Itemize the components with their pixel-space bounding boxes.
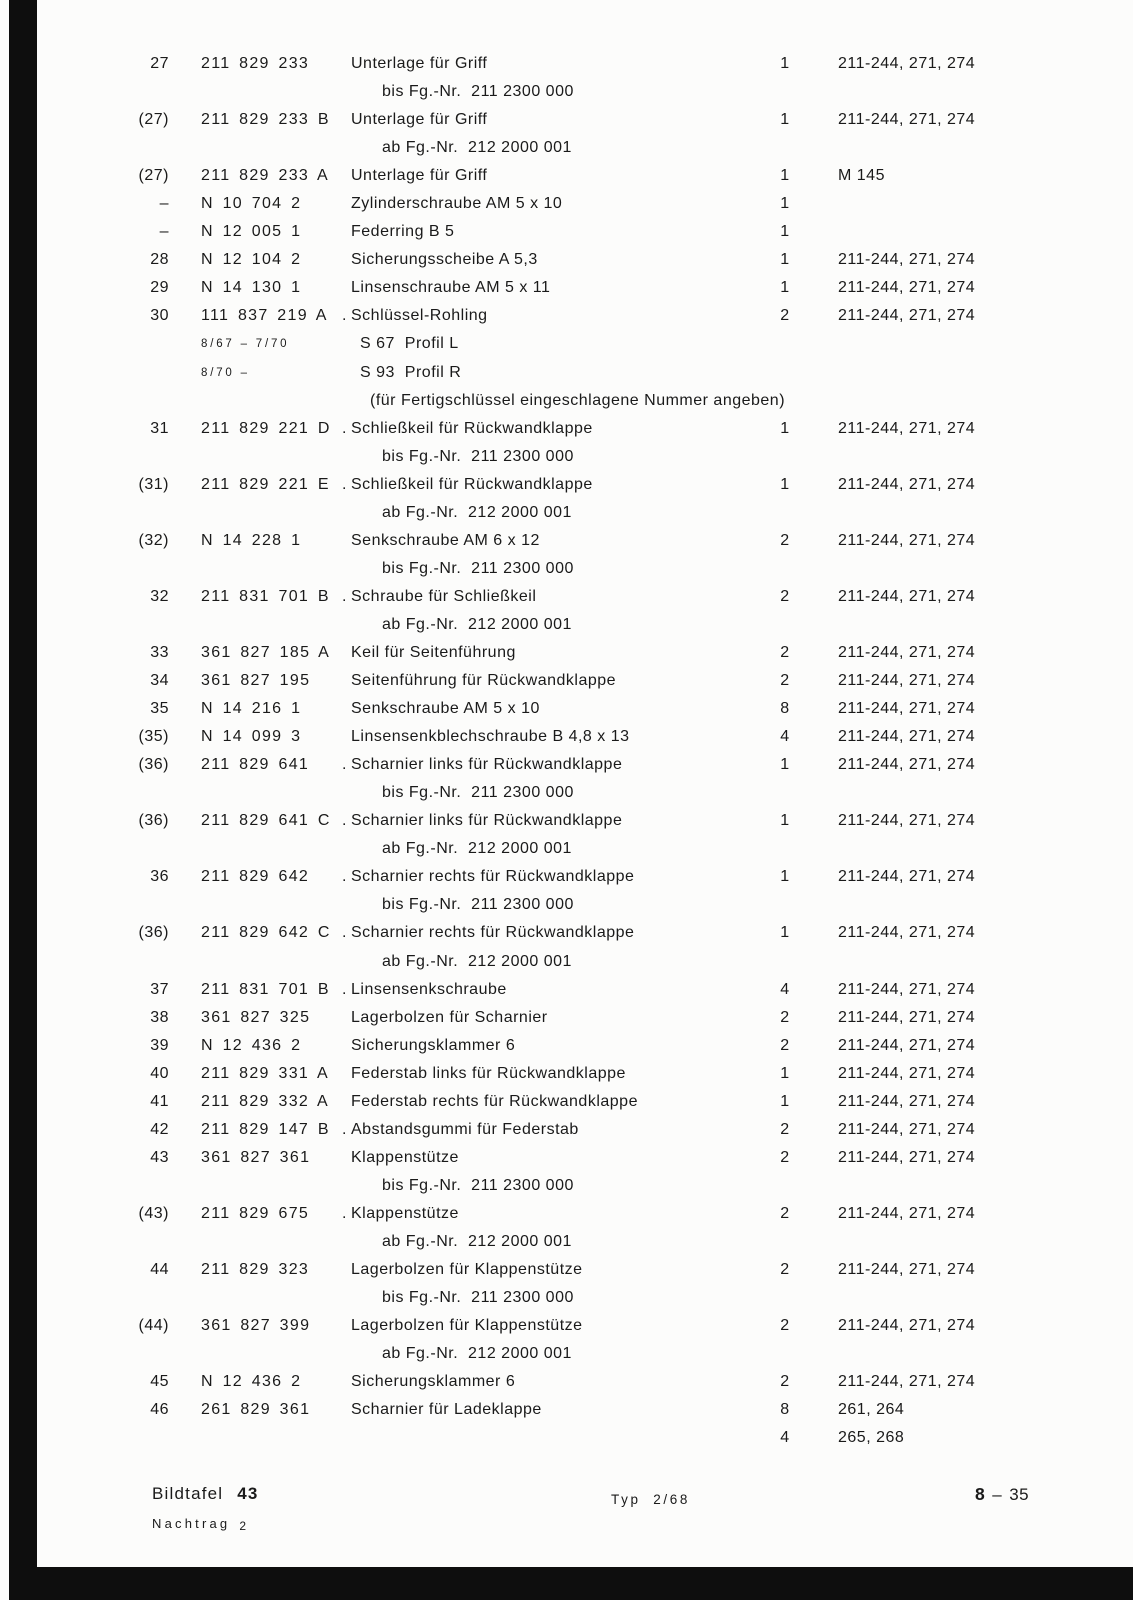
position-cell: 36 — [150, 868, 169, 886]
part-number-cell: N 14 099 3 — [201, 728, 302, 746]
part-number-cell: N 14 130 1 — [201, 279, 302, 297]
position-cell: 29 — [150, 279, 169, 297]
page-number: 35 — [1009, 1485, 1030, 1504]
quantity-cell: 1 — [780, 251, 790, 269]
bildtafel-caption — [152, 1484, 259, 1504]
table-row — [0, 1060, 1133, 1088]
quantity-cell: 1 — [780, 55, 790, 72]
quantity-cell: 2 — [780, 1036, 790, 1054]
quantity-cell: 2 — [780, 587, 790, 605]
quantity-cell: 2 — [780, 307, 790, 325]
scan-edge-bottom — [9, 1567, 1133, 1600]
models-cell: 211-244, 271, 274 — [838, 279, 976, 297]
position-cell: (36) — [138, 756, 169, 774]
bildtafel-number: 43 — [237, 1484, 259, 1503]
table-row — [0, 134, 1133, 162]
table-row — [0, 330, 1133, 358]
table-row — [0, 1312, 1133, 1340]
description-cell: Senkschraube AM 5 x 10 — [351, 700, 540, 718]
table-row — [0, 1396, 1133, 1424]
position-cell: (44) — [138, 1317, 169, 1335]
table-row — [0, 471, 1133, 499]
part-number-cell: 261 829 361 — [201, 1401, 311, 1419]
position-cell: (27) — [138, 111, 169, 129]
part-number-cell: 361 827 399 — [201, 1317, 311, 1335]
part-number-cell: 211 831 701 B — [201, 587, 330, 605]
models-cell: 211-244, 271, 274 — [838, 1261, 976, 1279]
table-row — [0, 443, 1133, 471]
part-number-cell: 361 827 361 — [201, 1148, 311, 1166]
description-cell: bis Fg.-Nr. 211 2300 000 — [382, 896, 574, 914]
description-cell: ab Fg.-Nr. 212 2000 001 — [382, 503, 572, 521]
description-cell: Unterlage für Griff — [351, 111, 488, 129]
models-cell: 211-244, 271, 274 — [838, 1373, 976, 1391]
table-row — [0, 246, 1133, 274]
models-cell: 211-244, 271, 274 — [838, 251, 976, 269]
bildtafel-label: Bildtafel — [152, 1484, 224, 1503]
table-row — [0, 1256, 1133, 1284]
models-cell: 211-244, 271, 274 — [838, 419, 976, 437]
description-cell: S 67 Profil L — [360, 335, 459, 353]
position-cell: 32 — [150, 587, 169, 605]
part-number-cell: 211 829 233 — [201, 55, 310, 72]
table-row — [0, 190, 1133, 218]
part-number-cell: 211 829 332 A — [201, 1092, 329, 1110]
table-row — [0, 1144, 1133, 1172]
models-cell: 211-244, 271, 274 — [838, 111, 976, 129]
part-number-cell: 111 837 219 A — [201, 307, 328, 325]
quantity-cell: 1 — [780, 812, 790, 830]
description-cell: bis Fg.-Nr. 211 2300 000 — [382, 83, 574, 101]
position-cell: 28 — [150, 251, 169, 269]
table-row — [0, 1340, 1133, 1368]
position-cell: (32) — [138, 531, 169, 549]
description-cell: bis Fg.-Nr. 211 2300 000 — [382, 1176, 574, 1194]
part-number-cell: N 14 216 1 — [201, 700, 302, 718]
quantity-cell: 1 — [780, 756, 790, 774]
table-row — [0, 302, 1133, 330]
position-cell: – — [159, 223, 169, 241]
description-cell: Federring B 5 — [351, 223, 455, 241]
description-cell: . Scharnier rechts für Rückwandklappe — [342, 919, 634, 947]
quantity-cell: 2 — [780, 1317, 790, 1335]
description-cell: ab Fg.-Nr. 212 2000 001 — [382, 139, 572, 157]
description-cell: . Scharnier links für Rückwandklappe — [342, 751, 622, 779]
quantity-cell: 2 — [780, 1261, 790, 1279]
quantity-cell: 1 — [780, 167, 790, 185]
description-cell: bis Fg.-Nr. 211 2300 000 — [382, 447, 574, 465]
table-row — [0, 78, 1133, 106]
part-number-cell: 211 829 641 C — [201, 812, 331, 830]
table-row — [0, 555, 1133, 583]
models-cell: 211-244, 271, 274 — [838, 1036, 976, 1054]
models-cell: 211-244, 271, 274 — [838, 672, 976, 690]
part-number-cell: N 12 104 2 — [201, 251, 302, 269]
models-cell: 265, 268 — [838, 1429, 905, 1447]
description-cell: . Klappenstütze — [342, 1200, 459, 1228]
description-cell: . Scharnier links für Rückwandklappe — [342, 807, 622, 835]
position-cell: (36) — [138, 924, 169, 942]
quantity-cell: 2 — [780, 1008, 790, 1026]
position-cell: – — [159, 195, 169, 213]
part-number-cell: 361 827 195 — [201, 672, 311, 690]
table-row — [0, 50, 1133, 78]
description-cell: . Schraube für Schließkeil — [342, 583, 536, 611]
position-cell: (43) — [138, 1204, 169, 1222]
part-number-cell: N 10 704 2 — [201, 195, 302, 213]
part-number-cell: 361 827 185 A — [201, 643, 331, 661]
models-cell: 211-244, 271, 274 — [838, 1092, 976, 1110]
description-cell: . Schließkeil für Rückwandklappe — [342, 471, 593, 499]
table-row — [0, 1032, 1133, 1060]
page-section-number: 8 — [975, 1484, 986, 1504]
models-cell: 211-244, 271, 274 — [838, 728, 976, 746]
quantity-cell: 1 — [780, 279, 790, 297]
table-row — [0, 359, 1133, 387]
sub-item-dot: . — [342, 924, 347, 942]
models-cell: 211-244, 271, 274 — [838, 756, 976, 774]
sub-item-dot: . — [342, 1120, 347, 1138]
position-cell: 40 — [150, 1064, 169, 1082]
quantity-cell: 1 — [780, 1064, 790, 1082]
models-cell: 211-244, 271, 274 — [838, 924, 976, 942]
table-row — [0, 611, 1133, 639]
table-row — [0, 919, 1133, 947]
table-row — [0, 807, 1133, 835]
table-row — [0, 527, 1133, 555]
quantity-cell: 4 — [780, 980, 790, 998]
models-cell: 211-244, 271, 274 — [838, 55, 976, 72]
typ-caption: Typ 2/68 — [611, 1492, 690, 1507]
description-cell: bis Fg.-Nr. 211 2300 000 — [382, 784, 574, 802]
description-cell: Keil für Seitenführung — [351, 643, 516, 661]
table-row — [0, 751, 1133, 779]
description-cell: Scharnier für Ladeklappe — [351, 1401, 542, 1419]
part-number-cell: N 12 005 1 — [201, 223, 302, 241]
models-cell: 211-244, 271, 274 — [838, 587, 976, 605]
description-cell: ab Fg.-Nr. 212 2000 001 — [382, 615, 572, 633]
table-row — [0, 499, 1133, 527]
models-cell: 211-244, 271, 274 — [838, 307, 976, 325]
description-cell: Zylinderschraube AM 5 x 10 — [351, 195, 563, 213]
description-cell: Sicherungsklammer 6 — [351, 1036, 516, 1054]
quantity-cell: 1 — [780, 868, 790, 886]
table-row — [0, 1172, 1133, 1200]
table-row — [0, 1004, 1133, 1032]
position-cell: (27) — [138, 167, 169, 185]
description-cell: Lagerbolzen für Klappenstütze — [351, 1317, 583, 1335]
position-cell: 35 — [150, 700, 169, 718]
quantity-cell: 2 — [780, 1148, 790, 1166]
quantity-cell: 2 — [780, 531, 790, 549]
table-row — [0, 948, 1133, 976]
page-reference — [975, 1484, 1029, 1505]
table-row — [0, 415, 1133, 443]
description-cell: Linsensenkblechschraube B 4,8 x 13 — [351, 728, 630, 746]
page-dash: – — [992, 1485, 1003, 1504]
part-number-cell: 8/70 – — [201, 366, 250, 379]
description-cell: Sicherungsscheibe A 5,3 — [351, 251, 538, 269]
position-cell: 31 — [150, 419, 169, 437]
part-number-cell: 211 829 233 A — [201, 167, 329, 185]
description-cell: Seitenführung für Rückwandklappe — [351, 672, 617, 690]
description-cell: S 93 Profil R — [360, 363, 462, 381]
table-row — [0, 723, 1133, 751]
part-number-cell: N 14 228 1 — [201, 531, 302, 549]
table-row — [0, 1116, 1133, 1144]
sub-item-dot: . — [342, 475, 347, 493]
quantity-cell: 1 — [780, 924, 790, 942]
nachtrag-label: Nachtrag — [152, 1516, 231, 1531]
description-cell: Unterlage für Griff — [351, 55, 488, 72]
models-cell: 211-244, 271, 274 — [838, 812, 976, 830]
quantity-cell: 4 — [780, 728, 790, 746]
quantity-cell: 4 — [780, 1429, 790, 1447]
sub-item-dot: . — [342, 587, 347, 605]
description-cell: ab Fg.-Nr. 212 2000 001 — [382, 1232, 572, 1250]
quantity-cell: 2 — [780, 1204, 790, 1222]
description-cell: . Linsensenkschraube — [342, 976, 507, 1004]
table-row — [0, 583, 1133, 611]
quantity-cell: 1 — [780, 475, 790, 493]
description-cell: Sicherungsklammer 6 — [351, 1373, 516, 1391]
models-cell: 211-244, 271, 274 — [838, 868, 976, 886]
part-number-cell: 211 829 642 — [201, 868, 310, 886]
part-number-cell: 361 827 325 — [201, 1008, 311, 1026]
part-number-cell: 211 831 701 B — [201, 980, 330, 998]
position-cell: (31) — [138, 475, 169, 493]
models-cell: 211-244, 271, 274 — [838, 1148, 976, 1166]
models-cell: 211-244, 271, 274 — [838, 1317, 976, 1335]
position-cell: (36) — [138, 812, 169, 830]
position-cell: 38 — [150, 1008, 169, 1026]
sub-item-dot: . — [342, 868, 347, 886]
table-row — [0, 863, 1133, 891]
part-number-cell: N 12 436 2 — [201, 1036, 302, 1054]
table-row — [0, 1284, 1133, 1312]
description-cell: . Schließkeil für Rückwandklappe — [342, 415, 593, 443]
models-cell: 211-244, 271, 274 — [838, 700, 976, 718]
table-row — [0, 976, 1133, 1004]
quantity-cell: 8 — [780, 1401, 790, 1419]
description-cell: Federstab rechts für Rückwandklappe — [351, 1092, 638, 1110]
table-row — [0, 1424, 1133, 1452]
models-cell: 211-244, 271, 274 — [838, 643, 976, 661]
table-row — [0, 835, 1133, 863]
nachtrag-caption — [152, 1516, 247, 1531]
description-cell: . Scharnier rechts für Rückwandklappe — [342, 863, 634, 891]
description-cell: Unterlage für Griff — [351, 167, 488, 185]
part-number-cell: N 12 436 2 — [201, 1373, 302, 1391]
part-number-cell: 211 829 147 B — [201, 1120, 330, 1138]
quantity-cell: 1 — [780, 223, 790, 241]
models-cell: 261, 264 — [838, 1401, 905, 1419]
table-row — [0, 387, 1133, 415]
sub-item-dot: . — [342, 980, 347, 998]
part-number-cell: 211 829 233 B — [201, 111, 330, 129]
description-cell: bis Fg.-Nr. 211 2300 000 — [382, 1289, 574, 1307]
position-cell: 34 — [150, 672, 169, 690]
position-cell: 39 — [150, 1036, 169, 1054]
quantity-cell: 2 — [780, 672, 790, 690]
table-row — [0, 667, 1133, 695]
table-row — [0, 1368, 1133, 1396]
position-cell: 44 — [150, 1261, 169, 1279]
models-cell: 211-244, 271, 274 — [838, 1008, 976, 1026]
models-cell: 211-244, 271, 274 — [838, 980, 976, 998]
nachtrag-number: 2 — [239, 1519, 247, 1533]
position-cell: 46 — [150, 1401, 169, 1419]
part-number-cell: 211 829 641 — [201, 756, 310, 774]
quantity-cell: 8 — [780, 700, 790, 718]
description-cell: ab Fg.-Nr. 212 2000 001 — [382, 1345, 572, 1363]
table-row — [0, 274, 1133, 302]
models-cell: 211-244, 271, 274 — [838, 475, 976, 493]
models-cell: 211-244, 271, 274 — [838, 531, 976, 549]
sub-item-dot: . — [342, 756, 347, 774]
part-number-cell: 211 829 642 C — [201, 924, 331, 942]
quantity-cell: 2 — [780, 643, 790, 661]
description-cell: ab Fg.-Nr. 212 2000 001 — [382, 840, 572, 858]
table-row — [0, 218, 1133, 246]
table-row — [0, 779, 1133, 807]
sub-item-dot: . — [342, 307, 347, 325]
parts-table — [0, 50, 1133, 1452]
description-cell: Federstab links für Rückwandklappe — [351, 1064, 626, 1082]
part-number-cell: 211 829 221 D — [201, 419, 331, 437]
position-cell: 27 — [150, 55, 169, 72]
table-row — [0, 639, 1133, 667]
quantity-cell: 2 — [780, 1373, 790, 1391]
part-number-cell: 211 829 323 — [201, 1261, 310, 1279]
position-cell: 45 — [150, 1373, 169, 1391]
part-number-cell: 8/67 – 7/70 — [201, 338, 290, 351]
description-cell: ab Fg.-Nr. 212 2000 001 — [382, 952, 572, 970]
sub-item-dot: . — [342, 419, 347, 437]
quantity-cell: 1 — [780, 1092, 790, 1110]
description-cell: (für Fertigschlüssel eingeschlagene Nummer angeben) — [370, 391, 786, 409]
position-cell: 33 — [150, 643, 169, 661]
description-cell: Lagerbolzen für Klappenstütze — [351, 1261, 583, 1279]
description-cell: . Schlüssel-Rohling — [342, 302, 488, 330]
description-cell: Lagerbolzen für Scharnier — [351, 1008, 548, 1026]
part-number-cell: 211 829 331 A — [201, 1064, 329, 1082]
position-cell: 41 — [150, 1092, 169, 1110]
position-cell: (35) — [138, 728, 169, 746]
sub-item-dot: . — [342, 812, 347, 830]
position-cell: 37 — [150, 980, 169, 998]
sub-item-dot: . — [342, 1204, 347, 1222]
description-cell: Senkschraube AM 6 x 12 — [351, 531, 540, 549]
description-cell: . Abstandsgummi für Federstab — [342, 1116, 579, 1144]
quantity-cell: 1 — [780, 419, 790, 437]
table-row — [0, 106, 1133, 134]
models-cell: M 145 — [838, 167, 885, 185]
models-cell: 211-244, 271, 274 — [838, 1064, 976, 1082]
table-row — [0, 1228, 1133, 1256]
position-cell: 43 — [150, 1148, 169, 1166]
table-row — [0, 891, 1133, 919]
table-row — [0, 695, 1133, 723]
table-row — [0, 162, 1133, 190]
table-row — [0, 1088, 1133, 1116]
position-cell: 42 — [150, 1120, 169, 1138]
quantity-cell: 1 — [780, 195, 790, 213]
part-number-cell: 211 829 675 — [201, 1204, 310, 1222]
table-row — [0, 1200, 1133, 1228]
description-cell: bis Fg.-Nr. 211 2300 000 — [382, 559, 574, 577]
description-cell: Linsenschraube AM 5 x 11 — [351, 279, 551, 297]
position-cell: 30 — [150, 307, 169, 325]
models-cell: 211-244, 271, 274 — [838, 1120, 976, 1138]
quantity-cell: 1 — [780, 111, 790, 129]
quantity-cell: 2 — [780, 1120, 790, 1138]
models-cell: 211-244, 271, 274 — [838, 1204, 976, 1222]
description-cell: Klappenstütze — [351, 1148, 459, 1166]
part-number-cell: 211 829 221 E — [201, 475, 330, 493]
